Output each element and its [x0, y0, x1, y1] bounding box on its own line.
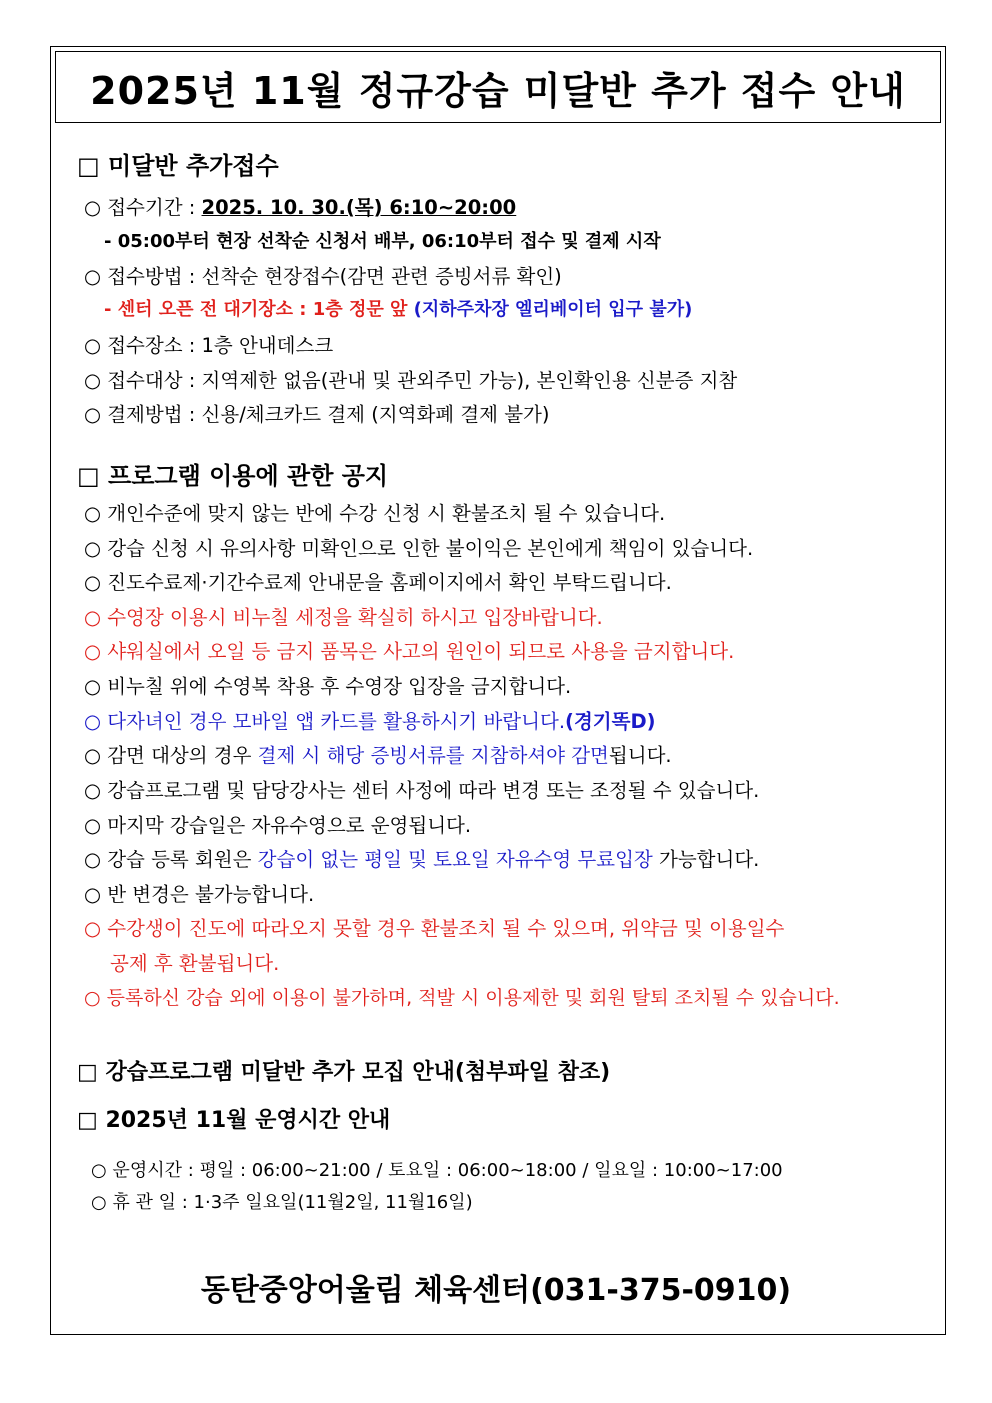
notice-item: ○ 강습 신청 시 유의사항 미확인으로 인한 불이익은 본인에게 책임이 있습니다. [84, 537, 754, 560]
section-heading-operating-hours: □ 2025년 11월 운영시간 안내 [77, 1108, 391, 1133]
registration-place: ○ 접수장소 : 1층 안내데스크 [84, 334, 334, 357]
payment-method: ○ 결제방법 : 신용/체크카드 결제 (지역화폐 결제 불가) [84, 403, 550, 426]
notice-item-highlight: 강습이 없는 평일 및 토요일 자유수영 무료입장 [257, 848, 653, 871]
notice-item [84, 706, 656, 734]
notice-item-text: ○ 강습 등록 회원은 [84, 848, 258, 871]
notice-item: ○ 샤워실에서 오일 등 금지 품목은 사고의 원인이 되므로 사용을 금지합니다. [84, 640, 735, 663]
operating-hours: ○ 운영시간 : 평일 : 06:00~21:00 / 토요일 : 06:00~18:00 / 일요일 : 10:00~17:00 [91, 1160, 783, 1181]
registration-target: ○ 접수대상 : 지역제한 없음(관내 및 관외주민 가능), 본인확인용 신분증 지참 [84, 369, 738, 392]
notice-item-highlight: 결제 시 해당 증빙서류를 지참하셔야 감면 [257, 744, 609, 767]
registration-period-note: - 05:00부터 현장 선착순 신청서 배부, 06:10부터 접수 및 결제 시작 [104, 231, 661, 252]
notice-item: ○ 마지막 강습일은 자유수영으로 운영됩니다. [84, 814, 472, 837]
waiting-place-red: - 센터 오픈 전 대기장소 : 1층 정문 앞 [104, 299, 414, 320]
registration-period [84, 192, 516, 220]
notice-item-text: 가능합니다. [652, 848, 760, 871]
notice-item: ○ 수영장 이용시 비누칠 세정을 확실히 하시고 입장바랍니다. [84, 606, 603, 629]
section-heading-additional-registration: □ 미달반 추가접수 [77, 152, 279, 180]
closed-days: ○ 휴 관 일 : 1·3주 일요일(11월2일, 11월16일) [91, 1192, 473, 1213]
notice-item-text: ○ 감면 대상의 경우 [84, 744, 258, 767]
registration-period-value: 2025. 10. 30.(목) 6:10~20:00 [201, 196, 517, 219]
notice-item: ○ 수강생이 진도에 따라오지 못할 경우 환불조치 될 수 있으며, 위약금 및 이용일수 [84, 917, 785, 940]
section-heading-program-notice: □ 프로그램 이용에 관한 공지 [77, 462, 389, 490]
notice-item [84, 844, 759, 872]
center-name-and-phone: 동탄중앙어울림 체육센터(031-375-0910) [200, 1273, 792, 1308]
notice-item: ○ 비누칠 위에 수영복 착용 후 수영장 입장을 금지합니다. [84, 675, 572, 698]
notice-item: ○ 개인수준에 맞지 않는 반에 수강 신청 시 환불조치 될 수 있습니다. [84, 502, 666, 525]
notice-item: ○ 강습프로그램 및 담당강사는 센터 사정에 따라 변경 또는 조정될 수 있습니다. [84, 779, 760, 802]
waiting-place-note [104, 295, 692, 321]
notice-item-text: 됩니다. [608, 744, 672, 767]
notice-item: ○ 진도수료제·기간수료제 안내문을 홈페이지에서 확인 부탁드립니다. [84, 571, 672, 594]
notice-item: ○ 등록하신 강습 외에 이용이 불가하며, 적발 시 이용제한 및 회원 탈퇴 조치될 수 있습니다. [84, 987, 840, 1009]
app-name: (경기똑D) [565, 710, 656, 733]
page-title: 2025년 11월 정규강습 미달반 추가 접수 안내 [90, 68, 906, 113]
title-box [55, 51, 941, 123]
notice-item-text: ○ 다자녀인 경우 모바일 앱 카드를 활용하시기 바랍니다. [84, 710, 566, 733]
notice-item-continued: 공제 후 환불됩니다. [110, 952, 280, 975]
section-heading-recruitment: □ 강습프로그램 미달반 추가 모집 안내(첨부파일 참조) [77, 1060, 611, 1085]
notice-item: ○ 반 변경은 불가능합니다. [84, 883, 315, 906]
registration-period-label: ○ 접수기간 : [84, 196, 202, 219]
registration-method: ○ 접수방법 : 선착순 현장접수(감면 관련 증빙서류 확인) [84, 265, 562, 288]
waiting-place-blue: (지하주차장 엘리베이터 입구 불가) [413, 299, 693, 320]
notice-item [84, 740, 672, 768]
